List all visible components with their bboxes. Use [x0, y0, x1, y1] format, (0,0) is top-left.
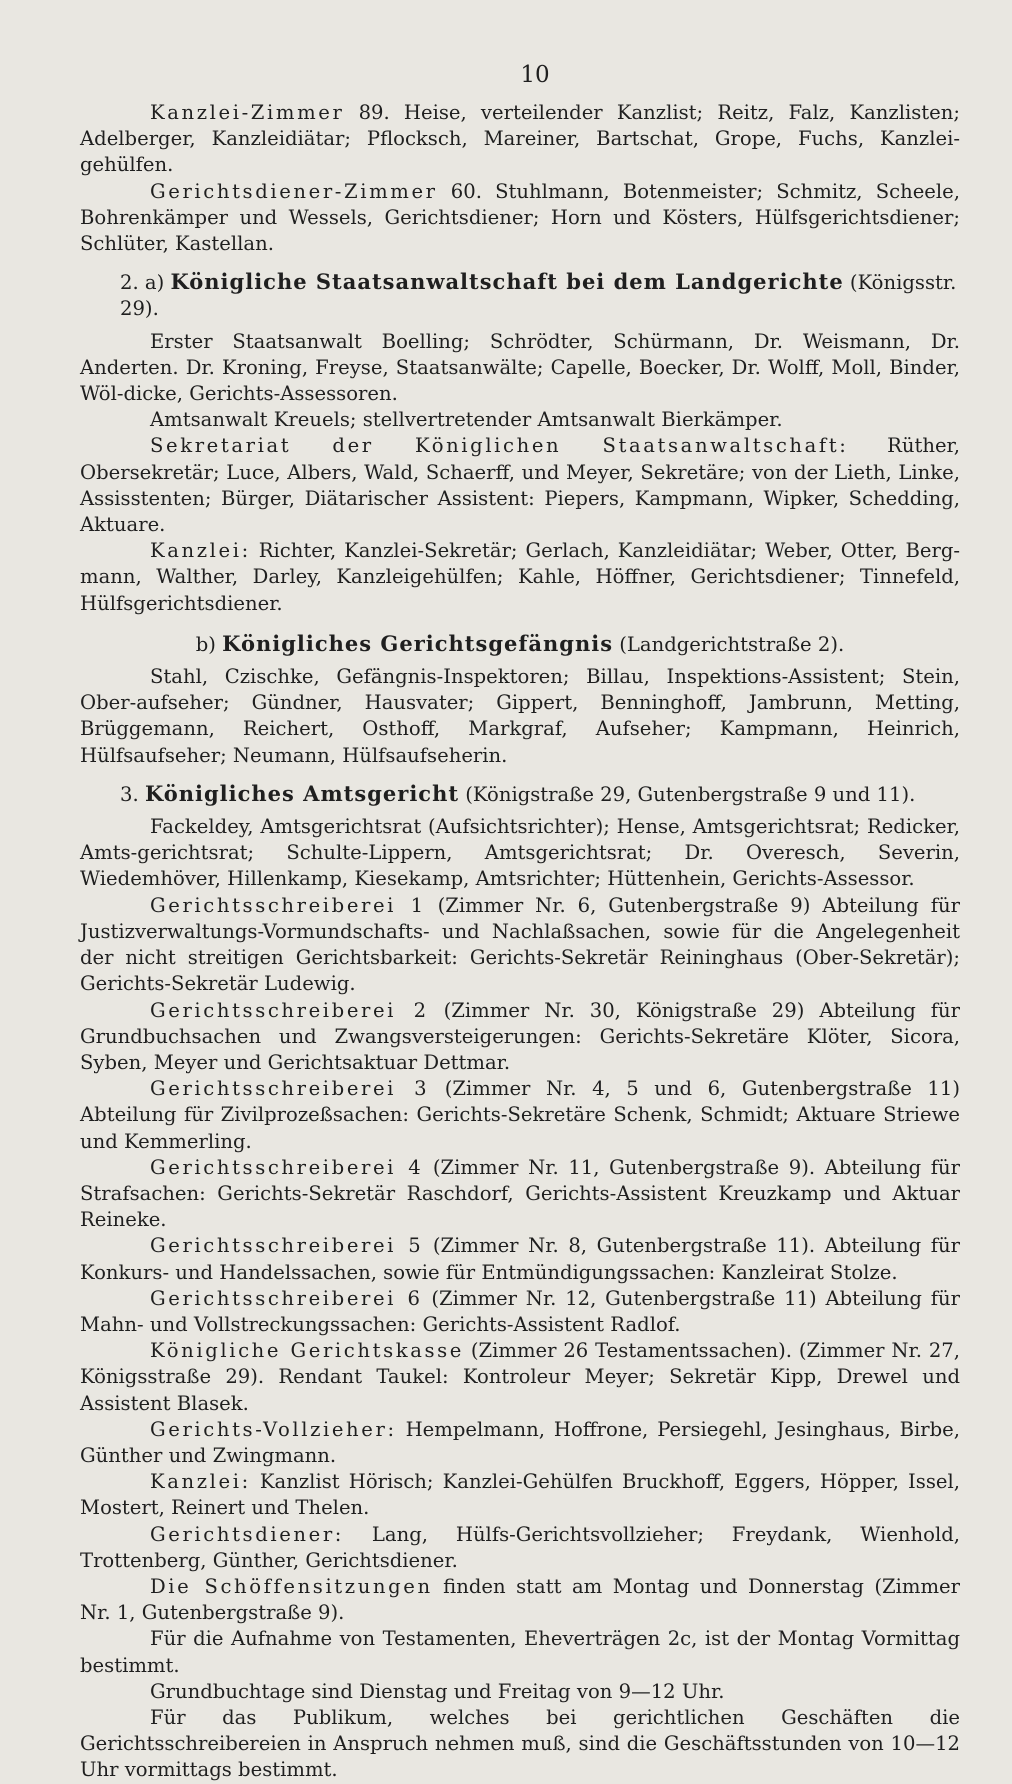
paragraph-gerichtsschreiberei-4: Gerichtsschreiberei 4 (Zimmer Nr. 11, Gutenbergstraße 9). Abteilung für Strafsachen: Gerichts-Sekretär Raschdorf, Gerichts-Assistent Kreuzkamp und Aktuar Reineke. — [80, 1155, 960, 1232]
paragraph-sekretariat: Sekretariat der Königlichen Staatsanwaltschaft: Rüther, Obersekretär; Luce, Albers, Wald, Schaerff, und Meyer, Sekretäre; von der Lieth, Linke, Assisstenten; Bürger, Diätarischer Assistent: Piepers, Kampmann, Wipker, Schedding, Aktuare. — [80, 434, 960, 537]
paragraph-geschaeftsstunden: Für das Publikum, welches bei gerichtlichen Geschäften die Gerichtsschreibereien in Anspruch nehmen muß, sind die Geschäftsstunden von 10—12 Uhr vormittags bestimmt. — [80, 1705, 960, 1782]
paragraph-kanzlei-staatsanwaltschaft: Kanzlei: Richter, Kanzlei-Sekretär; Gerlach, Kanzleidiätar; Weber, Otter, Berg-mann, Walther, Darley, Kanzleigehülfen; Kahle, Höffner, Gerichtsdiener; Tinnefeld, Hülfsgerichtsdiener. — [80, 539, 960, 615]
paragraph-gerichtsschreiberei-2: Gerichtsschreiberei 2 (Zimmer Nr. 30, Königstraße 29) Abteilung für Grundbuchsachen und Zwangsversteigerungen: Gerichts-Sekretäre Klöter, Sicora, Syben, Meyer und Gerichtsaktuar Dettmar. — [80, 998, 960, 1074]
paragraph-staatsanwaelte: Erster Staatsanwalt Boelling; Schrödter, Schürmann, Dr. Weismann, Dr. Anderten. Dr. Kroning, Freyse, Staatsanwälte; Capelle, Boecker, Dr. Wolff, Moll, Binder, Wöl-dicke, Gerichts-Assessoren. — [80, 329, 960, 406]
paragraph-gerichtskasse: Königliche Gerichtskasse (Zimmer 26 Testamentssachen). (Zimmer Nr. 27, Königsstraße 29). Rendant Taukel: Kontroleur Meyer; Sekretär Kipp, Drewel und Assistent Blasek. — [80, 1339, 960, 1415]
paragraph-gerichtsschreiberei-6: Gerichtsschreiberei 6 (Zimmer Nr. 12, Gutenbergstraße 11) Abteilung für Mahn- und Vollstreckungssachen: Gerichts-Assistent Radlof. — [80, 1286, 960, 1336]
paragraph-gefaengnis-personal: Stahl, Czischke, Gefängnis-Inspektoren; Billau, Inspektions-Assistent; Stein, Ober-aufseher; Gündner, Hausvater; Gippert, Benninghoff, Jambrunn, Metting, Brüggemann, Reichert, Osthoff, Markgraf, Aufseher; Kampmann, Heinrich, Hülfsaufseher; Neumann, Hülfsaufseherin. — [80, 665, 960, 767]
paragraph-gerichtsschreiberei-5: Gerichtsschreiberei 5 (Zimmer Nr. 8, Gutenbergstraße 11). Abteilung für Konkurs- und Handelssachen, sowie für Entmündigungssachen: Kanzleirat Stolze. — [80, 1234, 960, 1284]
page-number: 10 — [520, 62, 550, 88]
paragraph-amtsrichter: Fackeldey, Amtsgerichtsrat (Aufsichtsrichter); Hense, Amtsgerichtsrat; Redicker, Amts-gerichtsrat; Schulte-Lippern, Amtsgerichtsrat; Dr. Overesch, Severin, Wiedemhöver, Hillenkamp, Kiesekamp, Amtsrichter; Hüttenhein, Gerichts-Assessor. — [80, 815, 960, 891]
paragraph-amtsanwalt: Amtsanwalt Kreuels; stellvertretender Amtsanwalt Bierkämper. — [150, 408, 783, 432]
paragraph-gerichtsschreiberei-1: Gerichtsschreiberei 1 (Zimmer Nr. 6, Gutenbergstraße 9) Abteilung für Justizverwaltungs-Vormundschafts- und Nachlaßsachen, sowie für die Angelegenheit der nicht streitigen Gerichtsbarkeit: Gerichts-Sekretär Reininghaus (Ober-Sekretär); Gerichts-Sekretär Ludewig. — [80, 893, 960, 996]
section-heading-amtsgericht: 3. Königliches Amtsgericht (Königstraße 29, Gutenbergstraße 9 und 11). — [120, 780, 916, 806]
section-heading-staatsanwaltschaft: 2. a) Königliche Staatsanwaltschaft bei dem Landgerichte (Königsstr. 29). — [120, 269, 957, 321]
paragraph-schoeffensitzungen: Die Schöffensitzungen finden statt am Montag und Donnerstag (Zimmer Nr. 1, Gutenbergstraße 9). — [80, 1574, 960, 1625]
paragraph-kanzlei-amtsgericht: Kanzlei: Kanzlist Hörisch; Kanzlei-Gehülfen Bruckhoff, Eggers, Höpper, Issel, Mostert, Reinert und Thelen. — [80, 1470, 960, 1520]
paragraph-testamente: Für die Aufnahme von Testamenten, Eheverträgen 2c, ist der Montag Vormittag bestimmt. — [80, 1627, 960, 1677]
paragraph-grundbuchtage: Grundbuchtage sind Dienstag und Freitag von 9—12 Uhr. — [150, 1679, 725, 1703]
paragraph-kanzlei-zimmer: Kanzlei-Zimmer 89. Heise, verteilender Kanzlist; Reitz, Falz, Kanzlisten; Adelberger, Kanzleidiätar; Pflocksch, Mareiner, Bartschat, Grope, Fuchs, Kanzlei-gehülfen. — [80, 101, 960, 177]
paragraph-gerichtsschreiberei-3: Gerichtsschreiberei 3 (Zimmer Nr. 4, 5 und 6, Gutenbergstraße 11) Abteilung für Zivilprozeßsachen: Gerichts-Sekretäre Schenk, Schmidt; Aktuare Striewe und Kemmerling. — [80, 1077, 960, 1153]
paragraph-gerichtsvollzieher: Gerichts-Vollzieher: Hempelmann, Hoffrone, Persiegehl, Jesinghaus, Birbe, Günther und Zwingmann. — [80, 1417, 960, 1467]
paragraph-gerichtsdiener-zimmer: Gerichtsdiener-Zimmer 60. Stuhlmann, Botenmeister; Schmitz, Scheele, Bohrenkämper und Wessels, Gerichtsdiener; Horn und Kösters, Hülfsgerichtsdiener; Schlüter, Kastellan. — [80, 179, 960, 256]
paragraph-gerichtsdiener: Gerichtsdiener: Lang, Hülfs-Gerichtsvollzieher; Freydank, Wienhold, Trottenberg, Günther, Gerichtsdiener. — [80, 1522, 960, 1572]
section-heading-gerichtsgefaengnis: b) Königliches Gerichtsgefängnis (Landgerichtstraße 2). — [195, 630, 845, 656]
